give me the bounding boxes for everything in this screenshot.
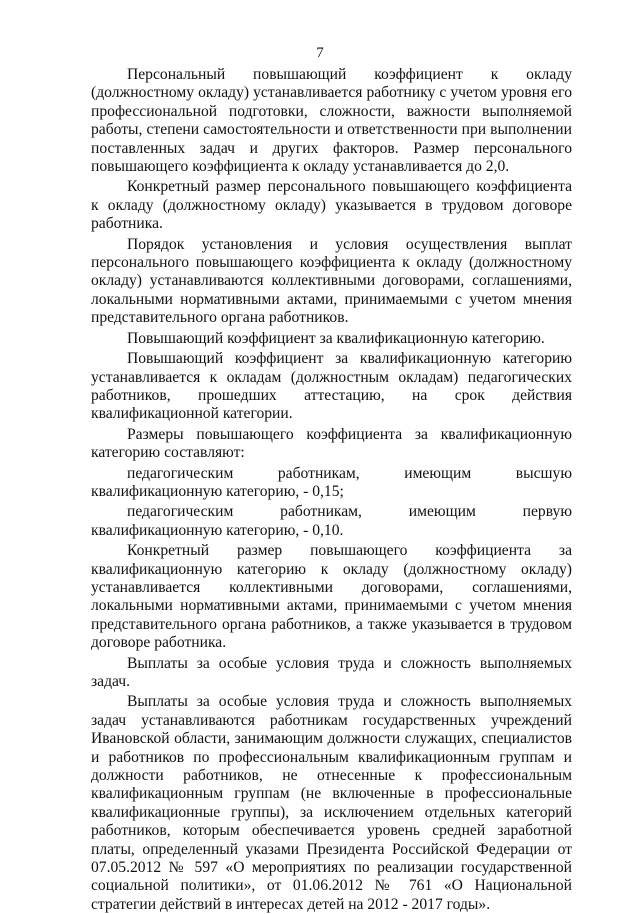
paragraph-special-conditions-heading: Выплаты за особые условия труда и сложность выполняемых задач. xyxy=(91,654,572,690)
paragraph-procedure: Порядок установления и условия осуществления выплат персонального повышающего коэффициента к окладу (должностному окладу) устанавливаются коллективными договорами, соглашениями, локальными нормативными актами, принимаемыми с учетом мнения представительного органа работников. xyxy=(91,235,572,327)
paragraph-qualification-coefficient: Повышающий коэффициент за квалификационную категорию устанавливается к окладам (должностным окладам) педагогических работников, прошедших аттестацию, на срок действия квалификационной категории. xyxy=(91,350,572,423)
document-body xyxy=(91,66,572,914)
paragraph-qualification-heading: Повышающий коэффициент за квалификационную категорию. xyxy=(127,329,545,347)
paragraph-highest-category: педагогическим работникам, имеющим высшую квалификационную категорию, - 0,15; xyxy=(91,464,572,500)
paragraph-special-conditions: Выплаты за особые условия труда и сложность выполняемых задач устанавливаются работникам государственных учреждений Ивановской области, занимающим должности служащих, специалистов и работников по профессиональным квалификационным группам и должности работников, не отнесенные к профессиональным квалификационным группам (не включенные в профессиональные квалификационные группы), за исключением отдельных категорий работников, которым обеспечивается уровень средней заработной платы, определенный указами Президента Российской Федерации от 07.05.2012 № 597 «О мероприятиях по реализации государственной социальной политики», от 01.06.2012 № 761 «О Национальной стратегии действий в интересах детей на 2012 - 2017 годы». xyxy=(91,693,572,913)
paragraph-personal-coefficient: Персональный повышающий коэффициент к окладу (должностному окладу) устанавливается работнику с учетом уровня его профессиональной подготовки, сложности, важности выполняемой работы, степени самостоятельности и ответственности при выполнении поставленных задач и других факторов. Размер персонального повышающего коэффициента к окладу устанавливается до 2,0. xyxy=(91,66,572,176)
paragraph-first-category: педагогическим работникам, имеющим первую квалификационную категорию, - 0,10. xyxy=(91,503,572,539)
paragraph-coefficient-sizes: Размеры повышающего коэффициента за квалификационную категорию составляют: xyxy=(91,425,572,462)
paragraph-specific-qualification-size: Конкретный размер повышающего коэффициента за квалификационную категорию к окладу (должностному окладу) устанавливается коллективными договорами, соглашениями, локальными нормативными актами, принимаемыми с учетом мнения представительного органа работников, а также указывается в трудовом договоре работника. xyxy=(91,542,572,652)
page-number: 7 xyxy=(316,45,324,61)
paragraph-specific-size: Конкретный размер персонального повышающего коэффициента к окладу (должностному окладу) указывается в трудовом договоре работника. xyxy=(91,178,572,233)
